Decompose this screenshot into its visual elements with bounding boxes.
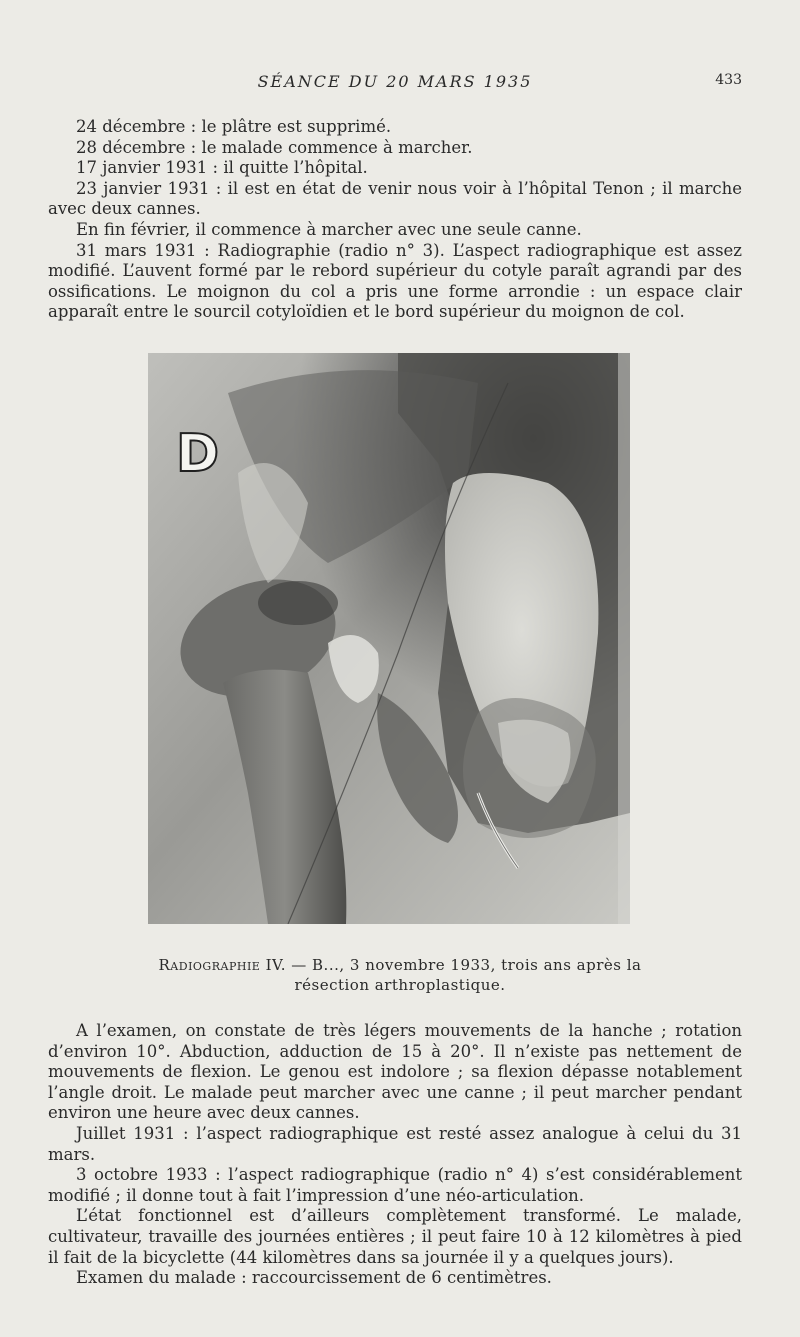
radiograph-image — [148, 353, 630, 924]
figure-caption — [150, 955, 650, 995]
text-block-bottom — [48, 1021, 742, 1289]
radiograph-figure — [148, 353, 630, 924]
caption-text: — B..., 3 novembre 1933, trois ans après la résection arthroplastique. — [286, 956, 642, 994]
paragraph: L’état fonctionnel est d’ailleurs complètement transformé. Le malade, cultivateur, travaille des journées entières ; il peut faire 10 à 12 kilomètres à pied il fait de la bicyclette (44 kilomètres dans sa journée il y a quelques jours). — [48, 1206, 742, 1267]
running-title: SÉANCE DU 20 MARS 1935 — [257, 72, 533, 91]
marker-letter: D — [176, 424, 220, 484]
paragraph: 3 octobre 1933 : l’aspect radiographique (radio n° 4) s’est considérablement modifié ; il donne tout à fait l’impression d’une néo-articulation. — [48, 1165, 742, 1205]
caption-label: Radiographie IV. — [158, 956, 286, 974]
paragraph: 31 mars 1931 : Radiographie (radio n° 3). L’aspect radiographique est assez modifié. L’auvent formé par le rebord supérieur du cotyle paraît agrandi par des ossifications. Le moignon du col a pris une forme arrondie : un espace clair apparaît entre le sourcil cotyloïdien et le bord supérieur du moignon de col. — [48, 240, 742, 322]
paragraph: 28 décembre : le malade commence à marcher. — [76, 137, 473, 157]
paragraph: 23 janvier 1931 : il est en état de venir nous voir à l’hôpital Tenon ; il marche avec deux cannes. — [48, 178, 742, 219]
paragraph: 24 décembre : le plâtre est supprimé. — [76, 117, 392, 136]
paragraph: Examen du malade : raccourcissement de 6 centimètres. — [76, 1268, 552, 1288]
paragraph: 17 janvier 1931 : il quitte l’hôpital. — [76, 158, 368, 178]
text-block-top — [48, 117, 742, 323]
page-number: 433 — [715, 72, 742, 88]
paragraph: A l’examen, on constate de très légers mouvements de la hanche ; rotation d’environ 10°. Abduction, adduction de 15 à 20°. Il n’existe pas nettement de mouvements de flexion. Le genou est indolore ; sa flexion dépasse notablement l’angle droit. Le malade peut marcher avec une canne ; il peut marcher pendant environ une heure avec deux cannes. — [48, 1021, 742, 1123]
paragraph: Juillet 1931 : l’aspect radiographique est resté assez analogue à celui du 31 mars. — [48, 1123, 742, 1164]
running-head — [48, 72, 742, 94]
paragraph: En fin février, il commence à marcher avec une seule canne. — [76, 219, 582, 239]
